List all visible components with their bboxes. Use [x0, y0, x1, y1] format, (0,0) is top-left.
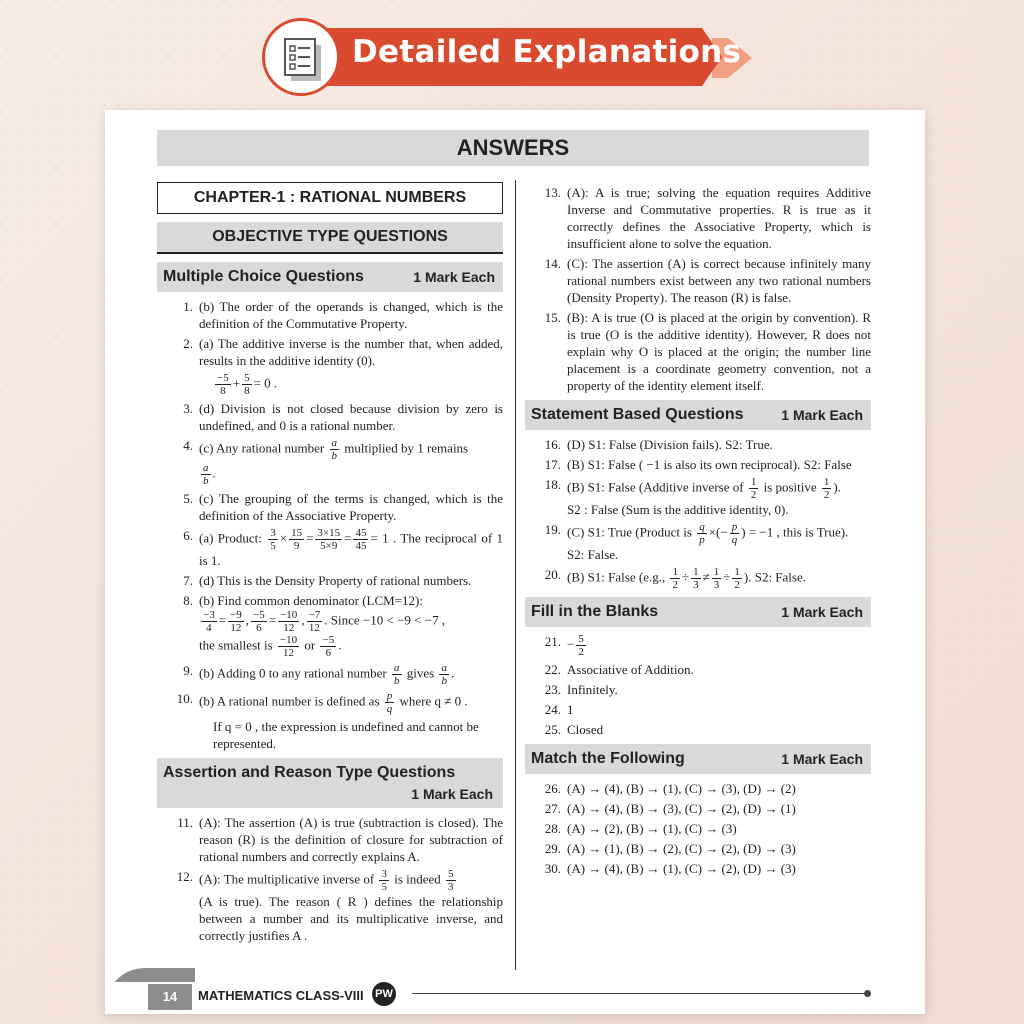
objective-heading: OBJECTIVE TYPE QUESTIONS: [157, 222, 503, 254]
section-mark: 1 Mark Each: [413, 269, 495, 285]
section-heading-statement: [525, 400, 871, 430]
banner-icon-circle: [262, 18, 340, 96]
answer-item: 14. (C): The assertion (A) is correct because infinitely many rational numbers exist between any two rational numbers (Density Property). The reason (R) is false.: [544, 256, 871, 305]
section-title: Statement Based Questions: [531, 406, 744, 423]
section-heading-fill-blanks: [525, 597, 871, 627]
document-page: [105, 110, 925, 1014]
answer-item: 10. (b) A rational number is defined as $\frac{p}{q}$ where q ≠ 0 .: [176, 690, 468, 715]
footer-title: MATHEMATICS CLASS-VIII: [198, 988, 364, 1003]
answer-item: 1. (b) The order of the operands is changed, which is the definition of the Commutative Property.: [183, 299, 503, 331]
section-heading-mcq: [157, 262, 503, 292]
answer-item: 11. (A): The assertion (A) is true (subtraction is closed). The reason (R) is the definition of closure for subtraction of rational numbers and correctly explains A.: [177, 815, 503, 864]
answer-item: 24. 1: [544, 702, 574, 717]
section-title: Match the Following: [531, 750, 685, 767]
banner-title: Detailed Explanations: [352, 34, 742, 70]
answer-item: 17. (B) S1: False ( −1 is also its own reciprocal). S2: False: [544, 457, 852, 472]
answer-item: 29. (A) → (1), (B) → (2), (C) → (2), (D) → (3): [544, 841, 796, 856]
answer-item: 30. (A) → (4), (B) → (1), (C) → (2), (D) → (3): [544, 861, 796, 876]
answer-item: 3. (d) Division is not closed because division by zero is undefined, and 0 is a rational number.: [183, 401, 503, 433]
answer-item: 8. (b) Find common denominator (LCM=12): $\frac{-3}{4}$ = $\frac{-9}{12}$ , $\frac{-5}{6}$ = $\frac{-10}{12}$ , $\frac{-7}{12}$ . Since −10 < −9 < −7 , the smallest is $\frac{-10}{12}$ or $\frac{-5}{6}$ .: [183, 593, 446, 659]
left-column: [157, 182, 503, 947]
section-title: Multiple Choice Questions: [163, 268, 364, 285]
answer-item: 2. (a) The additive inverse is the number that, when added, results in the additive identity (0).: [183, 336, 503, 368]
right-column: [525, 182, 871, 880]
answer-item: 22. Associative of Addition.: [544, 662, 694, 677]
section-mark: 1 Mark Each: [781, 751, 863, 767]
header-banner: [262, 18, 762, 98]
answer-item: 20. (B) S1: False (e.g., $\frac{1}{2}$ ÷ $\frac{1}{3}$ ≠ $\frac{1}{3}$ ÷ $\frac{1}{2}$ ). S2: False.: [544, 566, 807, 591]
answer-continuation: If q = 0 , the expression is undefined and cannot be represented.: [213, 719, 479, 751]
answer-item: 18. (B) S1: False (Additive inverse of $\frac{1}{2}$ is positive $\frac{1}{2}$ ). S2 : False (Sum is the additive identity, 0).: [544, 476, 841, 517]
page-number: 14: [148, 984, 192, 1010]
section-mark: 1 Mark Each: [411, 786, 493, 802]
section-mark: 1 Mark Each: [781, 604, 863, 620]
answer-item: 21. − $\frac{5}{2}$: [544, 633, 584, 658]
answer-item: 28. (A) → (2), (B) → (1), (C) → (3): [544, 821, 737, 836]
footer-dot: [864, 990, 871, 997]
answer-item: 16. (D) S1: False (Division fails). S2: True.: [544, 437, 773, 452]
answer-item: 23. Infinitely.: [544, 682, 618, 697]
answer-item: 13. (A): A is true; solving the equation requires Additive Inverse and Commutative properties. R is true as it correctly defines the Associative Property, which is insufficient alone to solve the equation.: [544, 185, 871, 251]
answer-item: 15. (B): A is true (O is placed at the origin by convention). R is true (O is the additive identity). However, R does not explain why O is placed at the origin; the number line placement is a coordinate geometry convention, not a property of the identity element itself.: [544, 310, 871, 393]
answer-item: 19. (C) S1: True (Product is $\frac{q}{p}$ ×(− $\frac{p}{q}$ ) = −1 , this is True). S2: False.: [544, 521, 849, 562]
answer-item: 9. (b) Adding 0 to any rational number $\frac{a}{b}$ gives $\frac{a}{b}$ .: [183, 662, 455, 687]
answer-item: 12. (A): The multiplicative inverse of $\frac{3}{5}$ is indeed $\frac{5}{3}$ (A is true). The reason ( R ) defines the relationship between a number and its multiplicative inverse, and correctly justifies A .: [176, 868, 503, 943]
column-divider: [515, 180, 516, 970]
answer-item: 26. (A) → (4), (B) → (1), (C) → (3), (D) → (2): [544, 781, 796, 796]
section-title: Fill in the Blanks: [531, 603, 659, 620]
answer-item: 6. (a) Product: $\frac{3}{5}$ × $\frac{15}{9}$ = $\frac{3\times 15}{5\times 9}$ = $\frac{45}{45}$ = 1 . The reciprocal of 1 is 1.: [183, 527, 504, 568]
section-heading-match: [525, 744, 871, 774]
answer-item: 27. (A) → (4), (B) → (3), (C) → (2), (D) → (1): [544, 801, 796, 816]
chapter-heading: CHAPTER-1 : RATIONAL NUMBERS: [157, 182, 503, 214]
answer-item: 7. (d) This is the Density Property of rational numbers.: [183, 573, 472, 588]
document-list-icon: [281, 35, 325, 83]
publisher-logo: PW: [372, 982, 396, 1006]
section-title: Assertion and Reason Type Questions: [163, 764, 456, 781]
footer-line: [412, 993, 866, 994]
answer-equation: $\frac{-5}{8}$ + $\frac{5}{8}$ = 0 .: [217, 372, 278, 397]
answers-heading: ANSWERS: [157, 130, 869, 166]
section-mark: 1 Mark Each: [781, 407, 863, 423]
section-heading-assertion: [157, 758, 503, 808]
answer-item: 5. (c) The grouping of the terms is changed, which is the definition of the Associative Property.: [183, 491, 503, 523]
answer-item: 4. (c) Any rational number $\frac{a}{b}$ multiplied by 1 remains $\frac{a}{b}$ .: [183, 437, 469, 487]
answer-item: 25. Closed: [544, 722, 604, 737]
